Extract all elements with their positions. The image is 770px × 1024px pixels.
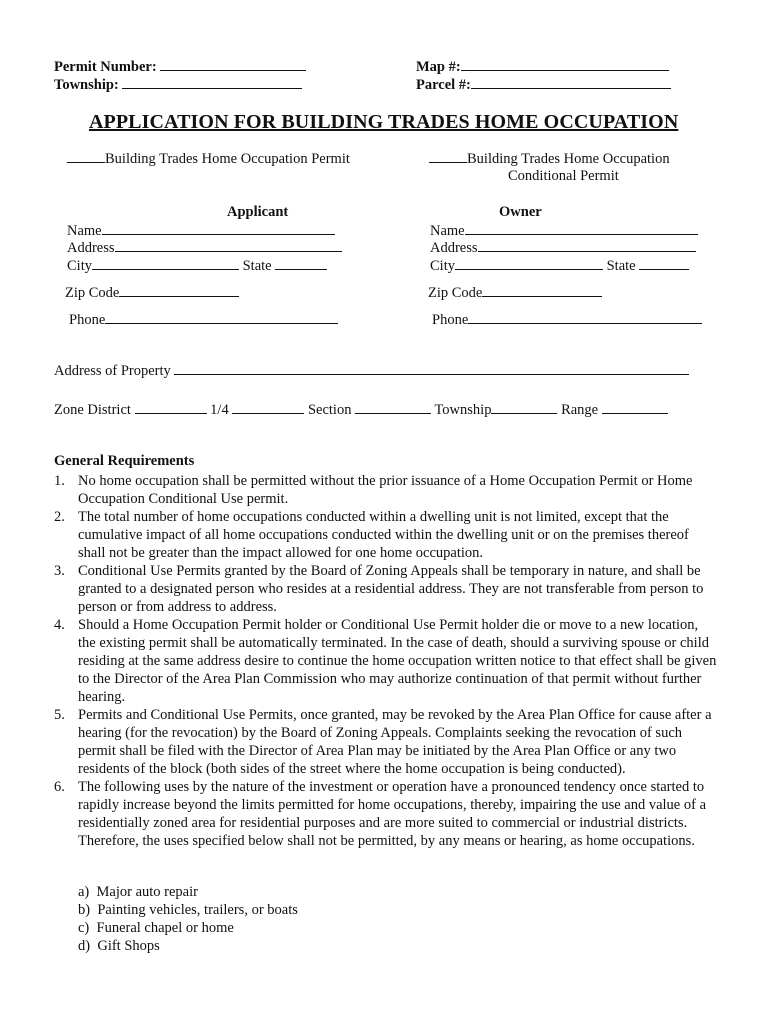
zone-district-label: Zone District (54, 402, 131, 418)
applicant-phone-label: Phone (69, 312, 106, 328)
permit-type-right (429, 149, 670, 168)
owner-heading: Owner (499, 204, 542, 220)
owner-city-field (430, 256, 689, 275)
prohibited-use-item (78, 937, 298, 955)
applicant-name-input[interactable] (102, 221, 335, 235)
requirement-number: 6. (54, 779, 65, 795)
requirement-number: 1. (54, 473, 65, 489)
prohibited-use-item (78, 901, 298, 919)
prohibited-use-text: Major auto repair (96, 884, 198, 900)
requirement-item (54, 472, 719, 508)
requirement-item (54, 706, 719, 778)
owner-phone-label: Phone (432, 312, 469, 328)
requirement-item (54, 562, 719, 616)
owner-state-input[interactable] (639, 256, 689, 270)
requirement-item (54, 508, 719, 562)
map-label: Map #: (416, 59, 461, 75)
owner-city-input[interactable] (455, 256, 603, 270)
quarter-input[interactable] (232, 400, 304, 414)
requirement-text: Should a Home Occupation Permit holder or Conditional Use Permit holder die or move to a new location, the existing permit shall be automatically terminated. In the case of death, should a surviving spouse or child residing at the same address desire to continue the home occupation written notice to that effect shall be given to the Director of the Area Plan Commission who may authorize continuation of that permit without further hearing. (78, 617, 717, 705)
prohibited-use-item (78, 919, 298, 937)
township-field (54, 75, 302, 94)
zone-township-input[interactable] (491, 400, 557, 414)
applicant-city-field (67, 256, 327, 275)
applicant-heading: Applicant (227, 204, 289, 220)
prohibited-uses-list (78, 883, 298, 955)
zone-district-input[interactable] (135, 400, 207, 414)
prohibited-use-item (78, 883, 298, 901)
owner-city-label: City (430, 258, 455, 274)
applicant-state-input[interactable] (275, 256, 327, 270)
owner-address-input[interactable] (478, 238, 696, 252)
applicant-address-input[interactable] (115, 238, 342, 252)
applicant-zip-field (65, 283, 239, 302)
prohibited-use-letter: a) (78, 884, 90, 900)
zone-township-label: Township (434, 402, 492, 418)
map-input[interactable] (461, 57, 669, 71)
prohibited-use-text: Painting vehicles, trailers, or boats (97, 902, 298, 918)
zone-row (54, 400, 668, 419)
owner-name-input[interactable] (465, 221, 698, 235)
requirements-heading: General Requirements (54, 453, 195, 469)
applicant-city-input[interactable] (92, 256, 239, 270)
applicant-address-field (67, 238, 342, 257)
permit-type-right-label-1: Building Trades Home Occupation (467, 151, 670, 167)
parcel-label: Parcel #: (416, 77, 471, 93)
requirement-item (54, 778, 719, 850)
map-field (416, 57, 669, 76)
owner-phone-field (432, 310, 702, 329)
applicant-phone-input[interactable] (105, 310, 338, 324)
prohibited-use-letter: c) (78, 920, 90, 936)
page-title: APPLICATION FOR BUILDING TRADES HOME OCCUPATION (89, 111, 679, 133)
parcel-field (416, 75, 671, 94)
applicant-zip-input[interactable] (119, 283, 239, 297)
permit-number-field (54, 57, 306, 76)
permit-type-right-checkline[interactable] (429, 149, 467, 163)
applicant-phone-field (69, 310, 338, 329)
requirement-number: 4. (54, 617, 65, 633)
requirement-number: 2. (54, 509, 65, 525)
owner-zip-input[interactable] (482, 283, 602, 297)
owner-phone-input[interactable] (468, 310, 702, 324)
permit-type-left-label: Building Trades Home Occupation Permit (105, 151, 350, 167)
requirement-text: The total number of home occupations conducted within a dwelling unit is not limited, except that the cumulative impact of all home occupations conducted within the dwelling unit or on the premises thereof shall not be greater than the impact allowed for one home occupation. (78, 509, 689, 561)
permit-type-left-checkline[interactable] (67, 149, 105, 163)
range-label: Range (561, 402, 599, 418)
permit-number-input[interactable] (160, 57, 306, 71)
requirement-item (54, 616, 719, 706)
prohibited-use-text: Funeral chapel or home (96, 920, 234, 936)
township-label: Township: (54, 77, 119, 93)
requirement-text: The following uses by the nature of the investment or operation have a pronounced tendency once started to rapidly increase beyond the limits permitted for home occupations, thereby, impairing the use and value of a residentially zoned area for residential purposes and are more suited to commercial or industrial districts. Therefore, the uses specified below shall not be permitted, by any means or hearing, as home occupations. (78, 779, 707, 849)
permit-type-left (67, 149, 350, 168)
section-input[interactable] (355, 400, 431, 414)
requirement-number: 5. (54, 707, 65, 723)
prohibited-use-letter: d) (78, 938, 91, 954)
permit-type-right-label-2: Conditional Permit (508, 168, 619, 184)
permit-number-label: Permit Number: (54, 59, 157, 75)
range-input[interactable] (602, 400, 668, 414)
property-address-field (54, 361, 689, 380)
section-label: Section (307, 402, 352, 418)
requirements-list (54, 472, 719, 850)
property-address-label: Address of Property (54, 363, 171, 379)
owner-address-label: Address (430, 240, 478, 256)
applicant-zip-label: Zip Code (65, 285, 120, 301)
applicant-state-label: State (242, 258, 272, 274)
requirement-text: Conditional Use Permits granted by the Board of Zoning Appeals shall be temporary in nature, and shall be granted to a designated person who resides at a residential address. They are not transferable from person to person or from address to address. (78, 563, 704, 615)
requirement-text: No home occupation shall be permitted without the prior issuance of a Home Occupation Permit or Home Occupation Conditional Use permit. (78, 473, 693, 507)
owner-state-label: State (606, 258, 636, 274)
owner-zip-label: Zip Code (428, 285, 483, 301)
township-input[interactable] (122, 75, 302, 89)
property-address-input[interactable] (174, 361, 689, 375)
requirement-text: Permits and Conditional Use Permits, once granted, may be revoked by the Area Plan Office for cause after a hearing (for the revocation) by the Board of Zoning Appeals. Complaints seeking the revocation of such permit shall be filed with the Director of Area Plan may be initiated by the Area Plan Office or any two residents of the block (both sides of the street where the home occupation is being conducted). (78, 707, 712, 777)
prohibited-use-letter: b) (78, 902, 91, 918)
owner-zip-field (428, 283, 602, 302)
requirement-number: 3. (54, 563, 65, 579)
owner-name-label: Name (430, 223, 465, 239)
owner-address-field (430, 238, 696, 257)
applicant-address-label: Address (67, 240, 115, 256)
prohibited-use-text: Gift Shops (97, 938, 160, 954)
parcel-input[interactable] (471, 75, 671, 89)
quarter-label: 1/4 (210, 402, 229, 418)
applicant-city-label: City (67, 258, 92, 274)
applicant-name-label: Name (67, 223, 102, 239)
